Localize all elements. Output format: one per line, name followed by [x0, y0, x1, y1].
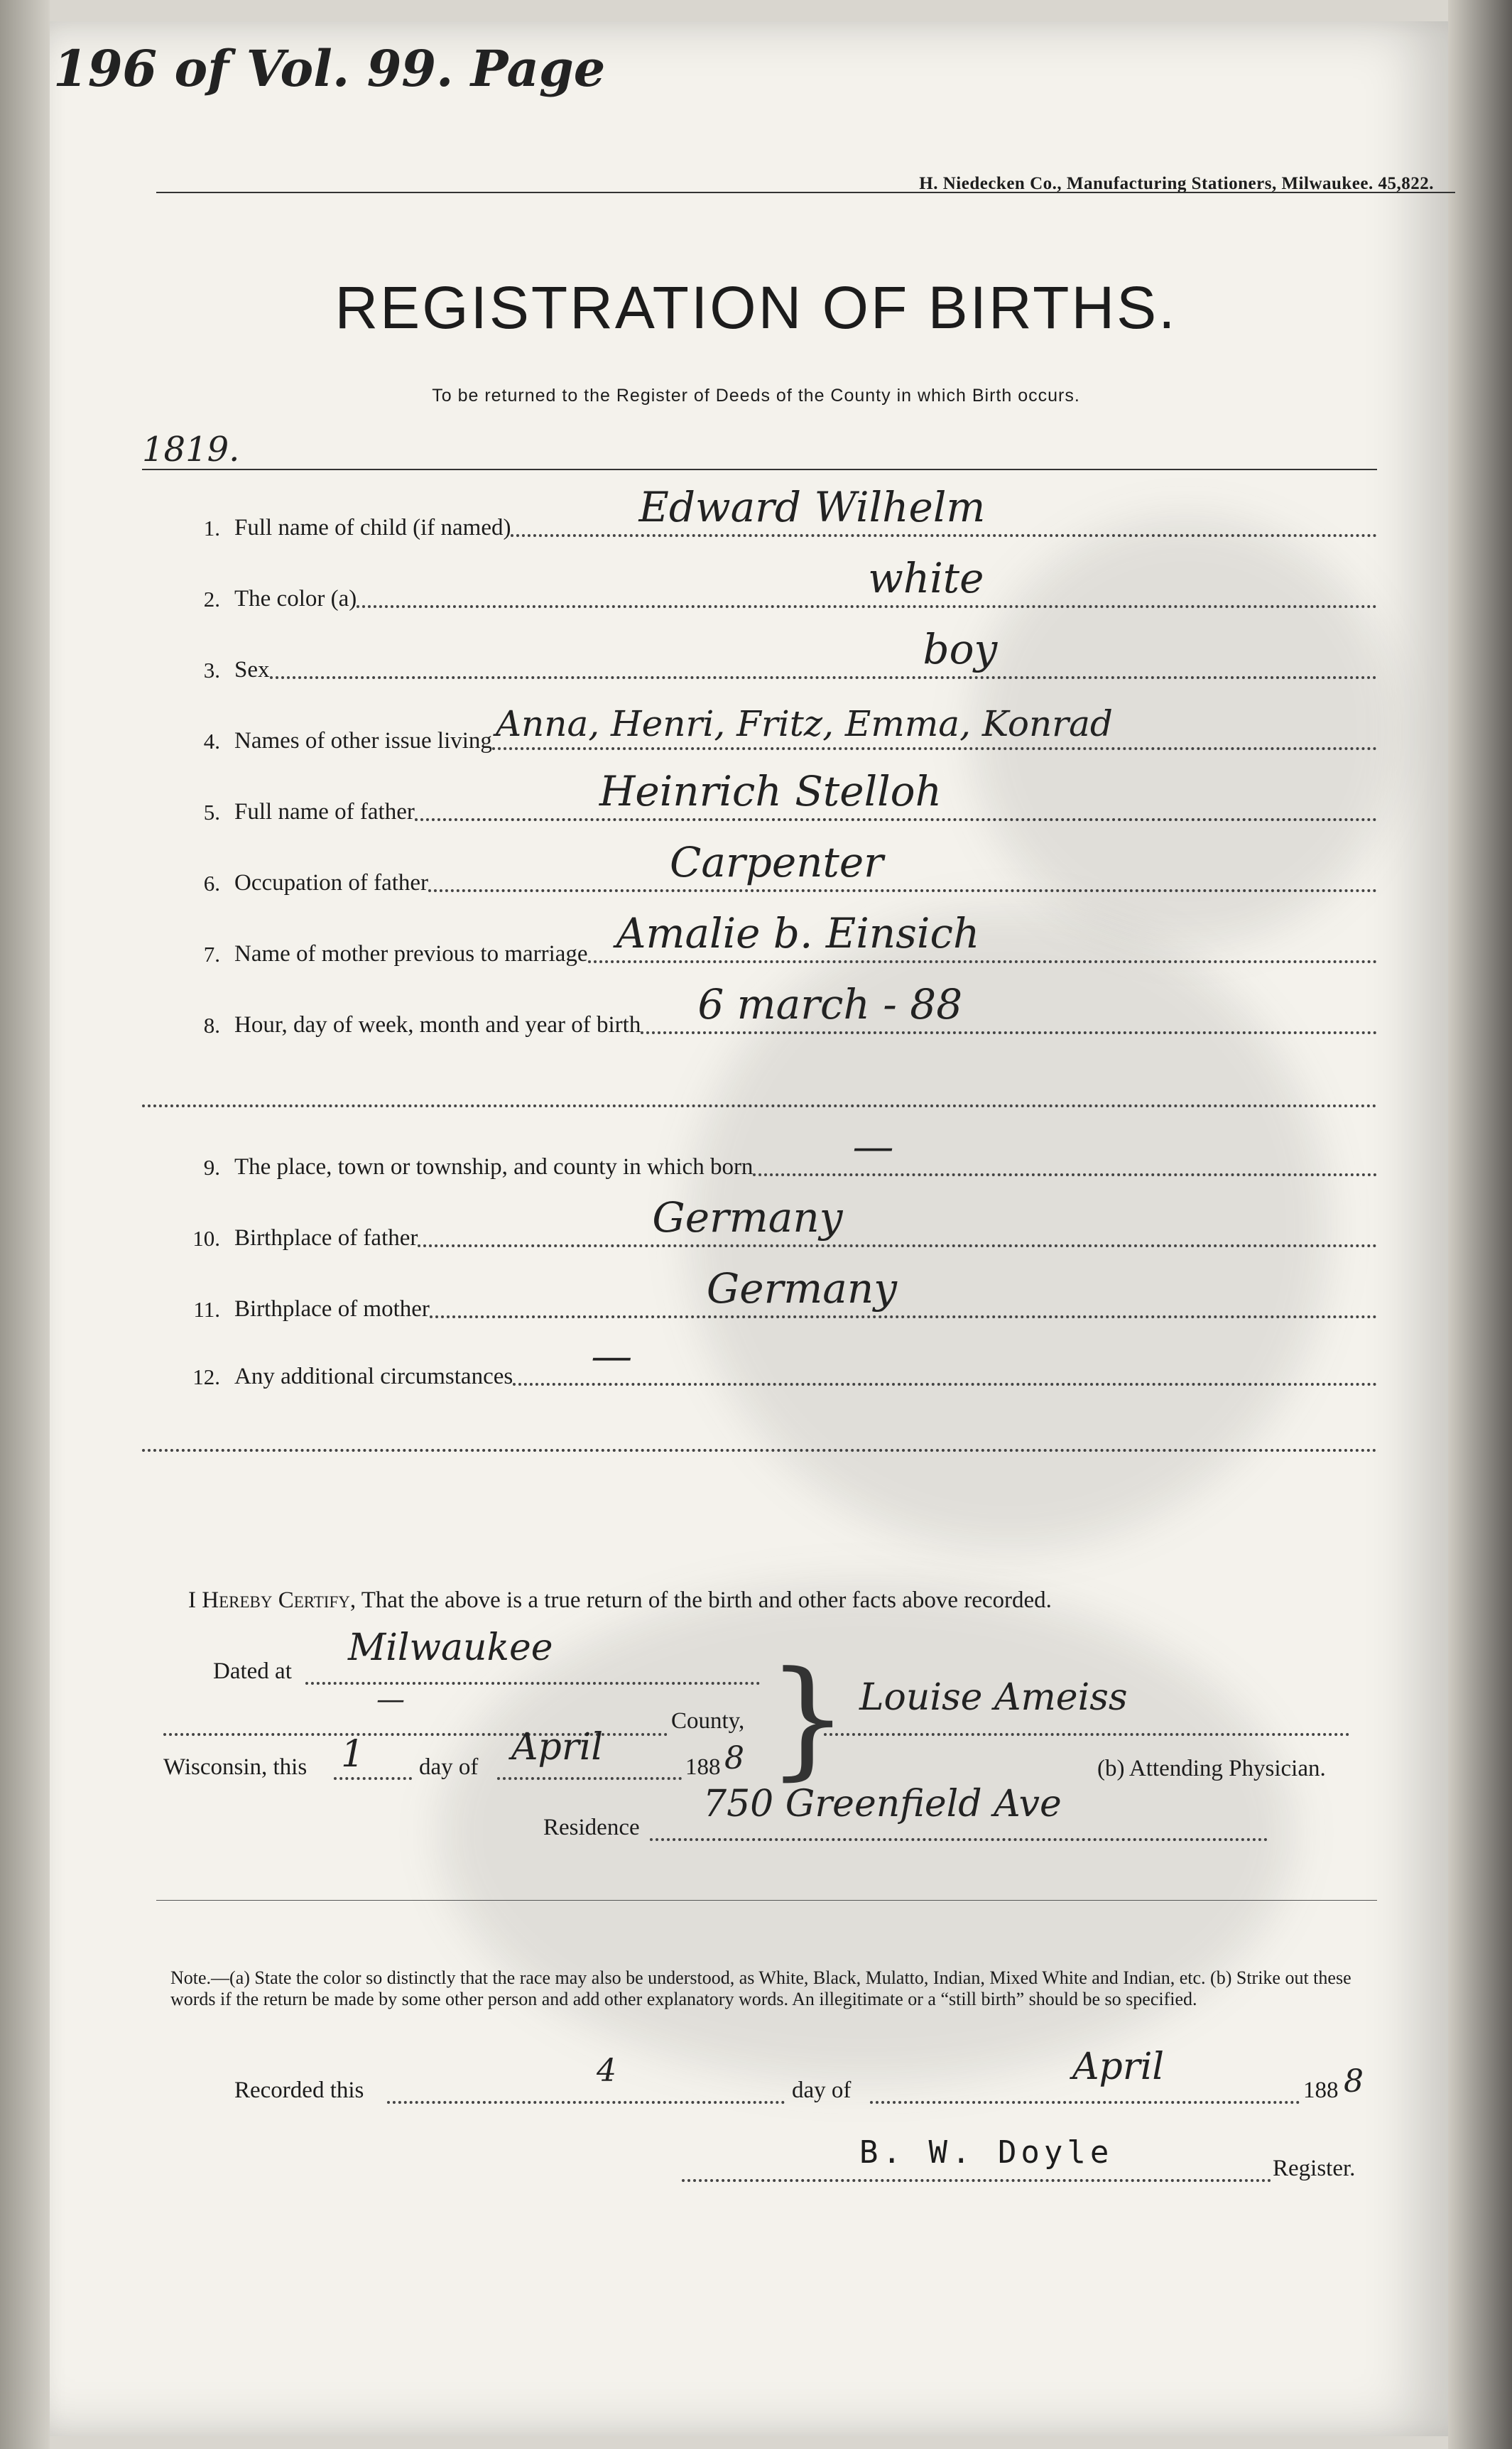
dated-line	[305, 1682, 760, 1685]
stationer-imprint: H. Niedecken Co., Manufacturing Stationers, Milwaukee. 45,822.	[919, 174, 1434, 193]
field-value: —	[852, 1122, 894, 1171]
dated-value: Milwaukee	[348, 1627, 553, 1669]
field-label: The color (a)	[234, 586, 357, 612]
field-number: 8.	[203, 1013, 220, 1038]
header-rule	[156, 192, 1455, 193]
register-signature: B. W. Doyle	[859, 2134, 1114, 2171]
field-line	[511, 483, 1377, 537]
month-line	[497, 1777, 682, 1780]
field-label: Name of mother previous to marriage	[234, 941, 588, 967]
certify-lead: I Hereby Certify,	[188, 1587, 357, 1613]
page-binding-left	[0, 0, 50, 2449]
day-value: 1	[341, 1733, 365, 1776]
residence-value: 750 Greenfield Ave	[703, 1783, 1062, 1825]
field-row	[178, 1122, 1377, 1186]
recorded-day-of-label: day of	[792, 2078, 852, 2103]
field-value: Amalie b. Einsich	[616, 909, 980, 957]
county-value: —	[376, 1683, 405, 1716]
field-label: Birthplace of father	[234, 1225, 418, 1251]
page-binding-right	[1448, 0, 1512, 2449]
recorded-year: 8	[1344, 2063, 1364, 2100]
field-label: Full name of father	[234, 799, 415, 825]
field-line	[492, 705, 1377, 750]
residence-label: Residence	[543, 1815, 640, 1840]
field-value: —	[591, 1332, 633, 1380]
recorded-month: April	[1072, 2046, 1164, 2088]
field-line	[430, 1264, 1377, 1318]
recorded-day: 4	[597, 2053, 616, 2089]
register-line	[682, 2179, 1271, 2182]
field-row	[178, 1264, 1377, 1328]
field-number: 12.	[192, 1364, 220, 1389]
field-label: Birthplace of mother	[234, 1296, 430, 1322]
brace-symbol: }	[767, 1644, 849, 1793]
recorded-year-prefix: 188	[1303, 2078, 1339, 2103]
blank-line	[142, 1449, 1377, 1452]
field-label: Occupation of father	[234, 870, 429, 896]
field-value: Anna, Henri, Fritz, Emma, Konrad	[495, 703, 1113, 744]
physician-label: (b) Attending Physician.	[1097, 1756, 1326, 1781]
recorded-line	[387, 2101, 785, 2104]
field-label: Hour, day of week, month and year of birth	[234, 1012, 641, 1038]
field-line	[513, 1332, 1377, 1386]
recorded-month-line	[870, 2101, 1300, 2104]
note-rule	[156, 1900, 1377, 1901]
field-line	[753, 1122, 1377, 1176]
physician-line	[824, 1733, 1349, 1736]
field-value: Heinrich Stelloh	[599, 767, 942, 815]
serial-rule	[142, 469, 1377, 470]
day-line	[334, 1777, 412, 1780]
dated-label: Dated at	[213, 1658, 292, 1684]
county-label: County,	[671, 1708, 745, 1734]
serial-number: 1819.	[142, 430, 240, 469]
field-number: 9.	[203, 1155, 220, 1180]
page-subtitle: To be returned to the Register of Deeds of the County in which Birth occurs.	[432, 386, 1080, 406]
day-of-label: day of	[419, 1754, 479, 1780]
field-row	[178, 909, 1377, 973]
field-label: Names of other issue living	[234, 728, 492, 754]
field-number: 2.	[203, 587, 220, 612]
blank-line	[142, 1104, 1377, 1107]
field-line	[418, 1193, 1377, 1247]
field-line	[588, 909, 1377, 963]
field-row	[178, 1193, 1377, 1257]
field-label: Any additional circumstances	[234, 1364, 513, 1389]
year-value: 8	[724, 1740, 744, 1776]
field-number: 3.	[203, 658, 220, 683]
field-row	[178, 838, 1377, 902]
field-number: 1.	[203, 516, 220, 541]
year-prefix: 188	[685, 1754, 721, 1780]
field-line	[641, 980, 1377, 1034]
wisconsin-label: Wisconsin, this	[163, 1754, 308, 1780]
field-row	[178, 980, 1377, 1044]
field-row	[178, 554, 1377, 618]
field-label: Full name of child (if named)	[234, 515, 511, 541]
recorded-label: Recorded this	[234, 2078, 364, 2103]
field-number: 7.	[203, 942, 220, 967]
certification-text	[188, 1587, 1052, 1614]
field-row	[178, 483, 1377, 547]
footnote: Note.—(a) State the color so distinctly that the race may also be understood, as White, Black, Mulatto, Indian, Mixed White and Indian, etc. (b) Strike out these words if the return be made by some other person and add other explanatory words. An illegitimate or a “still birth” should be so specified.	[170, 1967, 1351, 2009]
field-row	[178, 767, 1377, 831]
page-title: REGISTRATION OF BIRTHS.	[335, 274, 1177, 341]
field-label: The place, town or township, and county in which born	[234, 1154, 754, 1180]
field-number: 10.	[192, 1226, 220, 1251]
field-line	[270, 625, 1378, 679]
field-value: white	[868, 554, 984, 602]
field-value: Germany	[706, 1264, 898, 1313]
field-number: 5.	[203, 800, 220, 825]
field-value: Germany	[652, 1193, 843, 1242]
month-value: April	[511, 1726, 603, 1769]
field-number: 11.	[193, 1297, 220, 1322]
physician-signature: Louise Ameiss	[859, 1676, 1128, 1719]
field-label: Sex	[234, 657, 270, 683]
field-value: Carpenter	[670, 838, 883, 886]
field-value: Edward Wilhelm	[638, 483, 986, 531]
field-line	[415, 767, 1377, 821]
field-line	[357, 554, 1377, 608]
field-number: 4.	[203, 729, 220, 754]
register-label: Register.	[1273, 2156, 1356, 2181]
field-row	[178, 1332, 1377, 1396]
field-row	[178, 703, 1377, 760]
field-line	[428, 838, 1377, 892]
residence-line	[650, 1838, 1268, 1841]
field-row	[178, 625, 1377, 689]
field-value: boy	[923, 625, 998, 673]
field-value: 6 march - 88	[697, 980, 963, 1028]
field-number: 6.	[203, 871, 220, 896]
margin-note: 196 of Vol. 99. Page	[53, 39, 606, 98]
certify-body: That the above is a true return of the birth and other facts above recorded.	[356, 1587, 1052, 1613]
